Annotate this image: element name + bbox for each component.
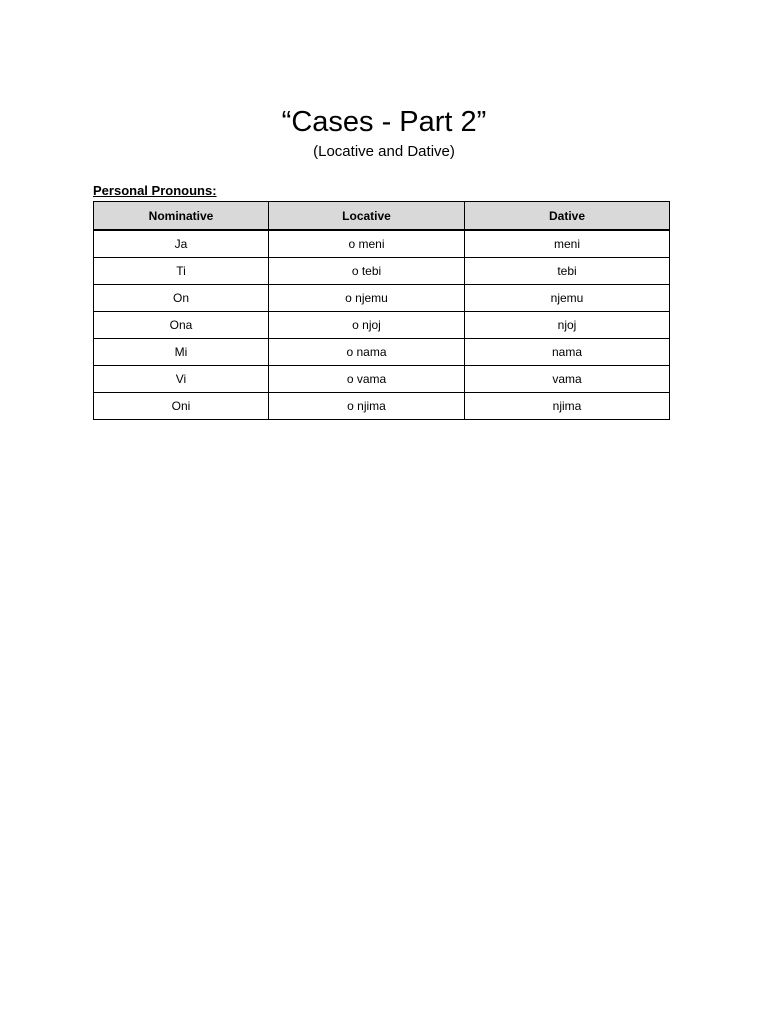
nominative-cell: On (94, 285, 269, 312)
table-row (94, 312, 670, 339)
pronoun-table (93, 201, 670, 420)
locative-cell: o nama (269, 339, 465, 366)
nominative-cell: Ti (94, 258, 269, 285)
locative-cell: o vama (269, 366, 465, 393)
dative-cell: njoj (465, 312, 670, 339)
dative-cell: njemu (465, 285, 670, 312)
dative-cell: tebi (465, 258, 670, 285)
locative-cell: o njoj (269, 312, 465, 339)
table-row (94, 258, 670, 285)
locative-cell: o njima (269, 393, 465, 420)
table-row (94, 366, 670, 393)
page-subtitle: (Locative and Dative) (313, 143, 455, 160)
locative-cell: o tebi (269, 258, 465, 285)
column-header-nominative: Nominative (94, 202, 269, 231)
page-title: “Cases - Part 2” (281, 106, 487, 138)
dative-cell: meni (465, 230, 670, 258)
column-header-locative: Locative (269, 202, 465, 231)
dative-cell: njima (465, 393, 670, 420)
locative-cell: o njemu (269, 285, 465, 312)
nominative-cell: Mi (94, 339, 269, 366)
nominative-cell: Vi (94, 366, 269, 393)
table-row (94, 285, 670, 312)
table-row (94, 339, 670, 366)
dative-cell: vama (465, 366, 670, 393)
table-header-row (94, 202, 670, 231)
column-header-dative: Dative (465, 202, 670, 231)
table-row (94, 230, 670, 258)
dative-cell: nama (465, 339, 670, 366)
table-row (94, 393, 670, 420)
locative-cell: o meni (269, 230, 465, 258)
nominative-cell: Oni (94, 393, 269, 420)
section-heading: Personal Pronouns: (93, 183, 217, 198)
nominative-cell: Ja (94, 230, 269, 258)
nominative-cell: Ona (94, 312, 269, 339)
